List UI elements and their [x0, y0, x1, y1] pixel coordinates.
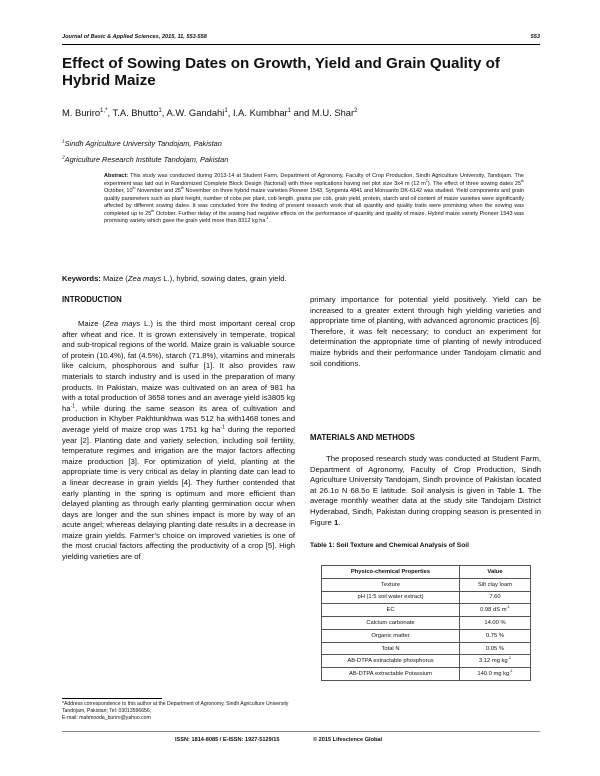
table-row: AB-DTPA extractable phosphorus 3.12 mg $kg^{-1}$: [322, 655, 531, 668]
table-row: Calcium carbonate 14.00 %: [322, 617, 531, 630]
table-header-row: [322, 566, 531, 579]
table-row: Total N 0.05 %: [322, 642, 531, 655]
abstract: Abstract: This study was conducted during 2013-14 at Student Farm, Department of Agronomy, Faculty of Crop Production, Sindh Agriculture University, Tandojam. The experiment was laid out in Randomized Complete Block Design (factorial) with three replications having net plot size 3x4 m (12 $m^2$). The effect of three sowing dates 25th October, 10th November and 25th November on three hybrid maize varieties Pioneer 1543, Syngenta 4841 and Monsanto DK-6142 was studied. Yield components and grain quality parameters such as plant height, number of cobs per plant, cob length, grains per cob, grain yield, protein, starch and oil content of maize varieties were significantly affected by different sowing dates. It was concluded from the finding of present research work that all quantity and quality traits were promising when the sowing was completed up to 25th October. Further delay of the sowing had negative effects on the performance of quantity and quality of maize. Hybrid maize variety Pioneer 1543 was promising variety which gave the grain yield more than 8312 kg $ha^{-1}$.: [104, 173, 525, 224]
author: I.A. Kumbhar: [232, 107, 288, 118]
header-divider: [62, 44, 540, 45]
section-heading-introduction: INTRODUCTION: [62, 295, 122, 304]
paragraph: primary importance for potential yield positively. Yield can be increased to a greater extent through high yielding varieties and appropriate time of planting, with advanced agronomic practices [6]. Therefore, it was felt necessary; to conduct an experiment for determination the appropriate time of planting of newly introduced maize hybrids and their performance under Tandojam climatic and soil conditions.: [310, 295, 541, 368]
table-row: AB-DTPA extractable Potassium 140.0 mg $kg^{-1}$: [322, 668, 531, 681]
column-header: Value: [460, 566, 531, 579]
publisher-footer: © 2015 Lifescience Global: [313, 737, 383, 743]
soil-table: [321, 565, 531, 681]
author-affiliation-mark: 1: [158, 106, 162, 114]
table-row: Texture Silt clay loam: [322, 578, 531, 591]
keywords: Keywords: Maize (Zea mays L.), hybrid, sowing dates, grain yield.: [62, 274, 287, 283]
introduction-body: [62, 319, 295, 563]
correspondence-footnote: *Address correspondence to this author at the Department of Agronomy, Sindh Agriculture University Tandojam, Pakistan; Tel: 03013596656; E-mail: mahmooda_buriro@yahoo.com: [62, 701, 312, 721]
introduction-continued: [310, 295, 541, 369]
author-affiliation-mark: 1,*: [100, 106, 108, 114]
affiliation: $^1$Sindh Agriculture University Tandojam, Pakistan: [62, 139, 222, 148]
running-header: [62, 34, 540, 40]
table-row: EC 0.98 dS $m^{-1}$: [322, 604, 531, 617]
author: A.W. Gandahi: [166, 107, 225, 118]
keywords-label: Keywords:: [62, 274, 101, 283]
author-affiliation-mark: 2: [354, 106, 358, 114]
abstract-label: Abstract:: [104, 173, 129, 179]
footnote-divider: [62, 698, 162, 699]
paragraph: Maize (Zea mays L.) is the third most important cereal crop after wheat and rice. It is grown extensively in temperate, tropical and sub-tropical regions of the world. Maize grain is valuable source of protein (10.4%), fat (4.5%), starch (71.8%), vitamins and minerals like calcium, phosphorous and sulfur [1]. It also provides raw materials to starch industry and is used in the preparation of many products. In Pakistan, maize was cultivated on an area of 981 ha with a total production of 3658 tones and an average yield is3805 kg $ha^{-1}$, while during the same season its area of cultivation and production in Khyber Pakhtunkhwa was 512 ha with1468 tones and average yield of maize crop was 1751 kg $ha^{-1}$ during the reported year [2]. Planting date and variety selection, including soil fertility, temperature regimes and irrigation are the major factors affecting maize production [3]. For optimization of yield, planting at the appropriate time is very critical as delay in planting date can lead to a linear decrease in grain yields [4]. They further contended that early planting in the spring is optimum and more efficient than delayed planting as through early planting germination occur when days are longer and the sun shines impact is more by way of an acute angel; whereas delaying planting date results in a decrease in maize grain yields. Farmer's choice on improved varieties is one of the most crucial factors affecting the productivity of a crop [5]. High yielding varieties are of: [62, 319, 296, 562]
author-list: M. Buriro$^{1,*}$, T.A. Bhutto$^1$, A.W. Gandahi$^1$, I.A. Kumbhar$^1$ and M.U. Shar$^2$: [62, 106, 358, 118]
column-header: Physico-chemical Properties: [322, 566, 460, 579]
methods-body: [310, 454, 541, 528]
author: M. Buriro: [62, 107, 101, 118]
paragraph: The proposed research study was conducted at Student Farm, Department of Agronomy, Faculty of Crop Production, Sindh Agriculture University Tandojam, Sindh province of Pakistan located at 26.1o N 68.5o E latitude. Soil analysis is given in Table 1. The average monthly weather data at the study site Tandojam District Hyderabad, Sindh, Pakistan during cropping season is presented in Figure 1.: [310, 454, 541, 527]
issn-footer: ISSN: 1814-8085 / E-ISSN: 1927-5129/15: [175, 737, 280, 743]
table-row: Organic matter 0.75 %: [322, 629, 531, 642]
author-affiliation-mark: 1: [224, 106, 228, 114]
email-link[interactable]: E-mail: mahmooda_buriro@yahoo.com: [62, 714, 151, 721]
table-caption: Table 1: Soil Texture and Chemical Analysis of Soil: [310, 542, 469, 549]
author: M.U. Shar: [311, 107, 355, 118]
page-number: 553: [530, 34, 540, 40]
footer-divider: [62, 731, 540, 732]
table-row: pH (1:5 soil water extract) 7.60: [322, 591, 531, 604]
paper-title: Effect of Sowing Dates on Growth, Yield and Grain Quality of Hybrid Maize: [62, 55, 500, 89]
author-affiliation-mark: 1: [287, 106, 292, 114]
journal-citation: Journal of Basic & Applied Sciences, 2015, 11, 553-558: [62, 34, 207, 40]
section-heading-methods: MATERIALS AND METHODS: [310, 433, 415, 442]
affiliation: $^2$Agriculture Research Institute Tandojam, Pakistan: [62, 155, 229, 164]
author: T.A. Bhutto: [112, 107, 159, 118]
